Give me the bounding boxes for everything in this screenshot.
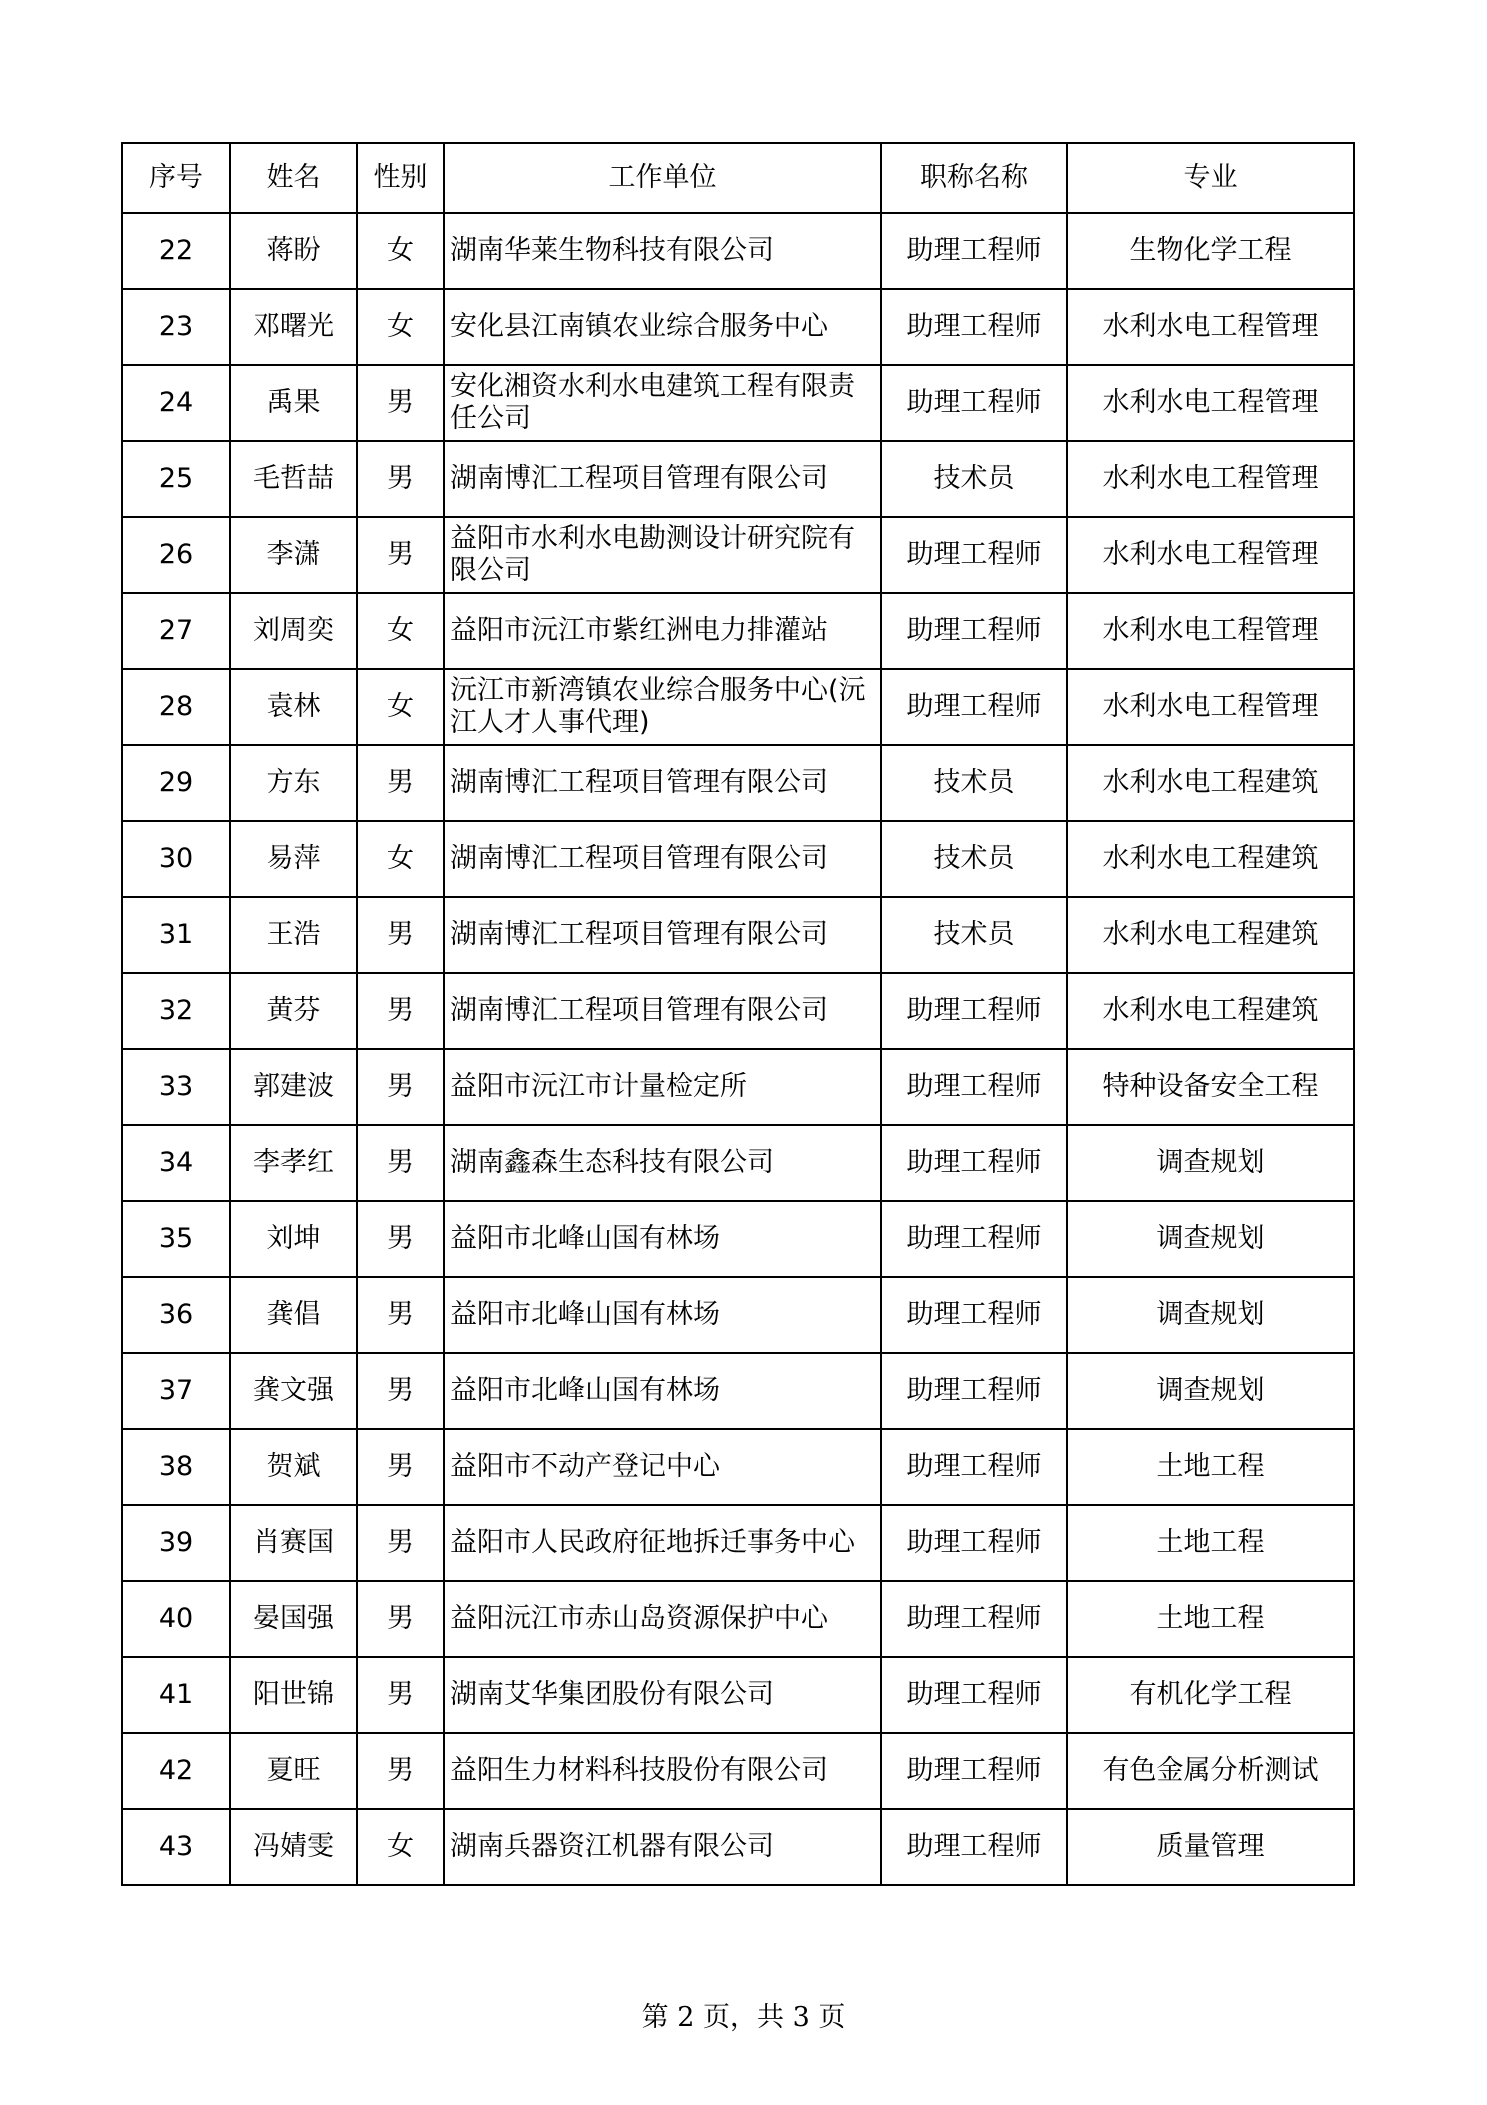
table-row [122, 973, 1354, 1049]
cell-name: 蒋盼 [230, 213, 357, 289]
header-index: 序号 [122, 143, 230, 213]
cell-unit: 益阳沅江市赤山岛资源保护中心 [444, 1581, 881, 1657]
header-row [122, 143, 1354, 213]
cell-name: 王浩 [230, 897, 357, 973]
cell-major: 土地工程 [1067, 1429, 1354, 1505]
cell-gender: 男 [357, 441, 444, 517]
cell-title: 助理工程师 [881, 1277, 1067, 1353]
cell-gender: 女 [357, 593, 444, 669]
cell-index: 34 [122, 1125, 230, 1201]
cell-unit: 湖南博汇工程项目管理有限公司 [444, 973, 881, 1049]
cell-unit: 益阳市北峰山国有林场 [444, 1201, 881, 1277]
cell-index: 42 [122, 1733, 230, 1809]
table-header [122, 143, 1354, 213]
cell-gender: 女 [357, 1809, 444, 1885]
cell-major: 水利水电工程建筑 [1067, 821, 1354, 897]
cell-unit: 湖南华莱生物科技有限公司 [444, 213, 881, 289]
cell-index: 38 [122, 1429, 230, 1505]
table-row [122, 1505, 1354, 1581]
cell-name: 易萍 [230, 821, 357, 897]
cell-index: 41 [122, 1657, 230, 1733]
header-title: 职称名称 [881, 143, 1067, 213]
table-row [122, 441, 1354, 517]
table-row [122, 1049, 1354, 1125]
cell-title: 技术员 [881, 821, 1067, 897]
cell-index: 43 [122, 1809, 230, 1885]
table-row [122, 213, 1354, 289]
cell-index: 27 [122, 593, 230, 669]
cell-title: 助理工程师 [881, 669, 1067, 745]
header-name: 姓名 [230, 143, 357, 213]
cell-title: 助理工程师 [881, 1049, 1067, 1125]
cell-name: 李潇 [230, 517, 357, 593]
cell-gender: 男 [357, 1125, 444, 1201]
cell-index: 26 [122, 517, 230, 593]
cell-gender: 女 [357, 669, 444, 745]
cell-title: 助理工程师 [881, 973, 1067, 1049]
cell-gender: 男 [357, 1581, 444, 1657]
cell-name: 李孝红 [230, 1125, 357, 1201]
cell-name: 阳世锦 [230, 1657, 357, 1733]
cell-major: 调查规划 [1067, 1201, 1354, 1277]
table-row [122, 669, 1354, 745]
roster-table [121, 142, 1355, 1886]
table-row [122, 1277, 1354, 1353]
cell-unit: 安化县江南镇农业综合服务中心 [444, 289, 881, 365]
cell-title: 助理工程师 [881, 1429, 1067, 1505]
cell-title: 助理工程师 [881, 1657, 1067, 1733]
table-row [122, 1125, 1354, 1201]
cell-gender: 男 [357, 1049, 444, 1125]
cell-major: 有色金属分析测试 [1067, 1733, 1354, 1809]
cell-major: 水利水电工程建筑 [1067, 745, 1354, 821]
cell-index: 22 [122, 213, 230, 289]
table-body [122, 213, 1354, 1885]
cell-name: 刘坤 [230, 1201, 357, 1277]
table-row [122, 289, 1354, 365]
cell-major: 有机化学工程 [1067, 1657, 1354, 1733]
header-major: 专业 [1067, 143, 1354, 213]
cell-gender: 男 [357, 973, 444, 1049]
cell-title: 助理工程师 [881, 365, 1067, 441]
table-row [122, 1809, 1354, 1885]
cell-gender: 男 [357, 1277, 444, 1353]
cell-major: 质量管理 [1067, 1809, 1354, 1885]
cell-index: 40 [122, 1581, 230, 1657]
cell-index: 25 [122, 441, 230, 517]
cell-title: 助理工程师 [881, 1733, 1067, 1809]
cell-major: 水利水电工程管理 [1067, 517, 1354, 593]
table-row [122, 1733, 1354, 1809]
cell-title: 助理工程师 [881, 1353, 1067, 1429]
cell-unit: 湖南博汇工程项目管理有限公司 [444, 441, 881, 517]
cell-index: 30 [122, 821, 230, 897]
table-row [122, 1657, 1354, 1733]
cell-index: 31 [122, 897, 230, 973]
cell-major: 土地工程 [1067, 1505, 1354, 1581]
table-row [122, 897, 1354, 973]
cell-index: 32 [122, 973, 230, 1049]
cell-major: 水利水电工程管理 [1067, 365, 1354, 441]
cell-major: 调查规划 [1067, 1277, 1354, 1353]
cell-gender: 男 [357, 1353, 444, 1429]
cell-unit: 益阳市水利水电勘测设计研究院有限公司 [444, 517, 881, 593]
cell-gender: 男 [357, 745, 444, 821]
cell-title: 技术员 [881, 897, 1067, 973]
cell-name: 毛哲喆 [230, 441, 357, 517]
cell-title: 技术员 [881, 745, 1067, 821]
cell-gender: 男 [357, 1733, 444, 1809]
cell-unit: 湖南鑫森生态科技有限公司 [444, 1125, 881, 1201]
cell-name: 夏旺 [230, 1733, 357, 1809]
cell-name: 禹果 [230, 365, 357, 441]
cell-index: 29 [122, 745, 230, 821]
cell-name: 晏国强 [230, 1581, 357, 1657]
table-row [122, 821, 1354, 897]
cell-index: 37 [122, 1353, 230, 1429]
cell-title: 助理工程师 [881, 1201, 1067, 1277]
table-row [122, 593, 1354, 669]
cell-index: 23 [122, 289, 230, 365]
cell-major: 调查规划 [1067, 1125, 1354, 1201]
cell-unit: 湖南兵器资江机器有限公司 [444, 1809, 881, 1885]
cell-index: 33 [122, 1049, 230, 1125]
cell-name: 刘周奕 [230, 593, 357, 669]
cell-name: 肖赛国 [230, 1505, 357, 1581]
cell-unit: 湖南博汇工程项目管理有限公司 [444, 821, 881, 897]
cell-unit: 益阳市沅江市计量检定所 [444, 1049, 881, 1125]
cell-title: 助理工程师 [881, 1125, 1067, 1201]
cell-unit: 益阳生力材料科技股份有限公司 [444, 1733, 881, 1809]
table-row [122, 1429, 1354, 1505]
cell-gender: 男 [357, 517, 444, 593]
cell-name: 郭建波 [230, 1049, 357, 1125]
cell-name: 邓曙光 [230, 289, 357, 365]
cell-index: 39 [122, 1505, 230, 1581]
cell-major: 水利水电工程管理 [1067, 593, 1354, 669]
cell-gender: 男 [357, 1505, 444, 1581]
cell-name: 龚文强 [230, 1353, 357, 1429]
cell-major: 生物化学工程 [1067, 213, 1354, 289]
cell-name: 贺斌 [230, 1429, 357, 1505]
cell-major: 调查规划 [1067, 1353, 1354, 1429]
cell-unit: 湖南博汇工程项目管理有限公司 [444, 897, 881, 973]
cell-gender: 男 [357, 1201, 444, 1277]
cell-title: 助理工程师 [881, 1581, 1067, 1657]
cell-unit: 安化湘资水利水电建筑工程有限责任公司 [444, 365, 881, 441]
cell-title: 助理工程师 [881, 593, 1067, 669]
cell-index: 36 [122, 1277, 230, 1353]
cell-major: 水利水电工程管理 [1067, 441, 1354, 517]
cell-gender: 男 [357, 1657, 444, 1733]
cell-major: 土地工程 [1067, 1581, 1354, 1657]
cell-index: 28 [122, 669, 230, 745]
cell-title: 助理工程师 [881, 1505, 1067, 1581]
cell-title: 助理工程师 [881, 213, 1067, 289]
cell-unit: 益阳市不动产登记中心 [444, 1429, 881, 1505]
cell-unit: 湖南艾华集团股份有限公司 [444, 1657, 881, 1733]
table-row [122, 1201, 1354, 1277]
cell-major: 水利水电工程管理 [1067, 289, 1354, 365]
cell-gender: 男 [357, 897, 444, 973]
cell-title: 助理工程师 [881, 289, 1067, 365]
table-row [122, 517, 1354, 593]
cell-unit: 沅江市新湾镇农业综合服务中心(沅江人才人事代理) [444, 669, 881, 745]
header-gender: 性别 [357, 143, 444, 213]
cell-index: 35 [122, 1201, 230, 1277]
cell-major: 水利水电工程建筑 [1067, 897, 1354, 973]
cell-gender: 女 [357, 213, 444, 289]
cell-unit: 益阳市沅江市紫红洲电力排灌站 [444, 593, 881, 669]
table-row [122, 745, 1354, 821]
cell-unit: 益阳市人民政府征地拆迁事务中心 [444, 1505, 881, 1581]
cell-gender: 女 [357, 821, 444, 897]
cell-gender: 男 [357, 365, 444, 441]
cell-unit: 益阳市北峰山国有林场 [444, 1353, 881, 1429]
table-row [122, 1353, 1354, 1429]
cell-unit: 湖南博汇工程项目管理有限公司 [444, 745, 881, 821]
cell-title: 助理工程师 [881, 517, 1067, 593]
cell-name: 冯婧雯 [230, 1809, 357, 1885]
cell-major: 特种设备安全工程 [1067, 1049, 1354, 1125]
header-unit: 工作单位 [444, 143, 881, 213]
table-row [122, 1581, 1354, 1657]
page-footer: 第 2 页，共 3 页 [641, 2002, 846, 2033]
cell-major: 水利水电工程管理 [1067, 669, 1354, 745]
table-row [122, 365, 1354, 441]
cell-title: 助理工程师 [881, 1809, 1067, 1885]
cell-index: 24 [122, 365, 230, 441]
cell-unit: 益阳市北峰山国有林场 [444, 1277, 881, 1353]
cell-name: 龚倡 [230, 1277, 357, 1353]
cell-gender: 女 [357, 289, 444, 365]
cell-major: 水利水电工程建筑 [1067, 973, 1354, 1049]
cell-title: 技术员 [881, 441, 1067, 517]
cell-gender: 男 [357, 1429, 444, 1505]
cell-name: 方东 [230, 745, 357, 821]
cell-name: 黄芬 [230, 973, 357, 1049]
cell-name: 袁林 [230, 669, 357, 745]
